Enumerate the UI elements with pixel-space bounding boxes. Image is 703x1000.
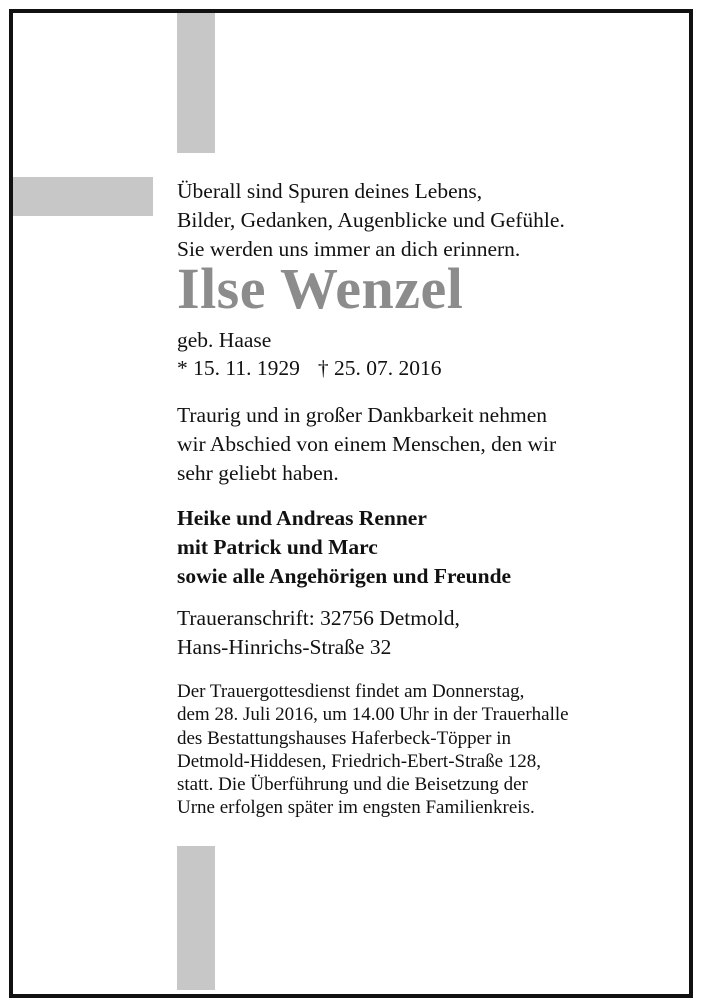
condolence-text (177, 401, 556, 488)
condolence-line: Traurig und in großer Dankbarkeit nehmen (177, 403, 547, 427)
condolence-line: sehr geliebt haben. (177, 461, 339, 485)
mourner-line: mit Patrick und Marc (177, 535, 378, 559)
condolence-line: wir Abschied von einem Menschen, den wir (177, 432, 557, 456)
service-line: statt. Die Überführung und die Beisetzung der (177, 774, 528, 796)
mourner-line: Heike und Andreas Renner (177, 506, 427, 530)
deceased-name: Ilse Wenzel (177, 256, 464, 321)
funeral-service-info (177, 680, 569, 820)
cross-arm-bar (13, 177, 153, 216)
verse-line: Sie werden uns immer an dich erinnern. (177, 237, 521, 261)
verse-line: Überall sind Spuren deines Lebens, (177, 179, 483, 203)
service-line: des Bestattungshauses Haferbeck-Töpper in (177, 727, 511, 749)
birth-date: * 15. 11. 1929 (177, 356, 300, 380)
address-line: Traueranschrift: 32756 Detmold, (177, 606, 460, 630)
life-dates (177, 354, 441, 382)
verse-line: Bilder, Gedanken, Augenblicke und Gefühle. (177, 208, 565, 232)
service-line: Urne erfolgen später im engsten Familienkreis. (177, 797, 535, 819)
mourning-address (177, 604, 460, 662)
mourner-line: sowie alle Angehörigen und Freunde (177, 564, 512, 588)
service-line: dem 28. Juli 2016, um 14.00 Uhr in der Trauerhalle (177, 704, 569, 726)
memorial-verse (177, 177, 565, 264)
cross-bottom-bar (177, 846, 215, 990)
death-date: † 25. 07. 2016 (317, 356, 442, 380)
mourners-list (177, 504, 511, 591)
cross-top-bar (177, 13, 215, 153)
service-line: Detmold-Hiddesen, Friedrich-Ebert-Straße 128, (177, 750, 542, 772)
maiden-name: geb. Haase (177, 328, 272, 352)
service-line: Der Trauergottesdienst findet am Donnerstag, (177, 681, 525, 702)
address-line: Hans-Hinrichs-Straße 32 (177, 635, 392, 659)
